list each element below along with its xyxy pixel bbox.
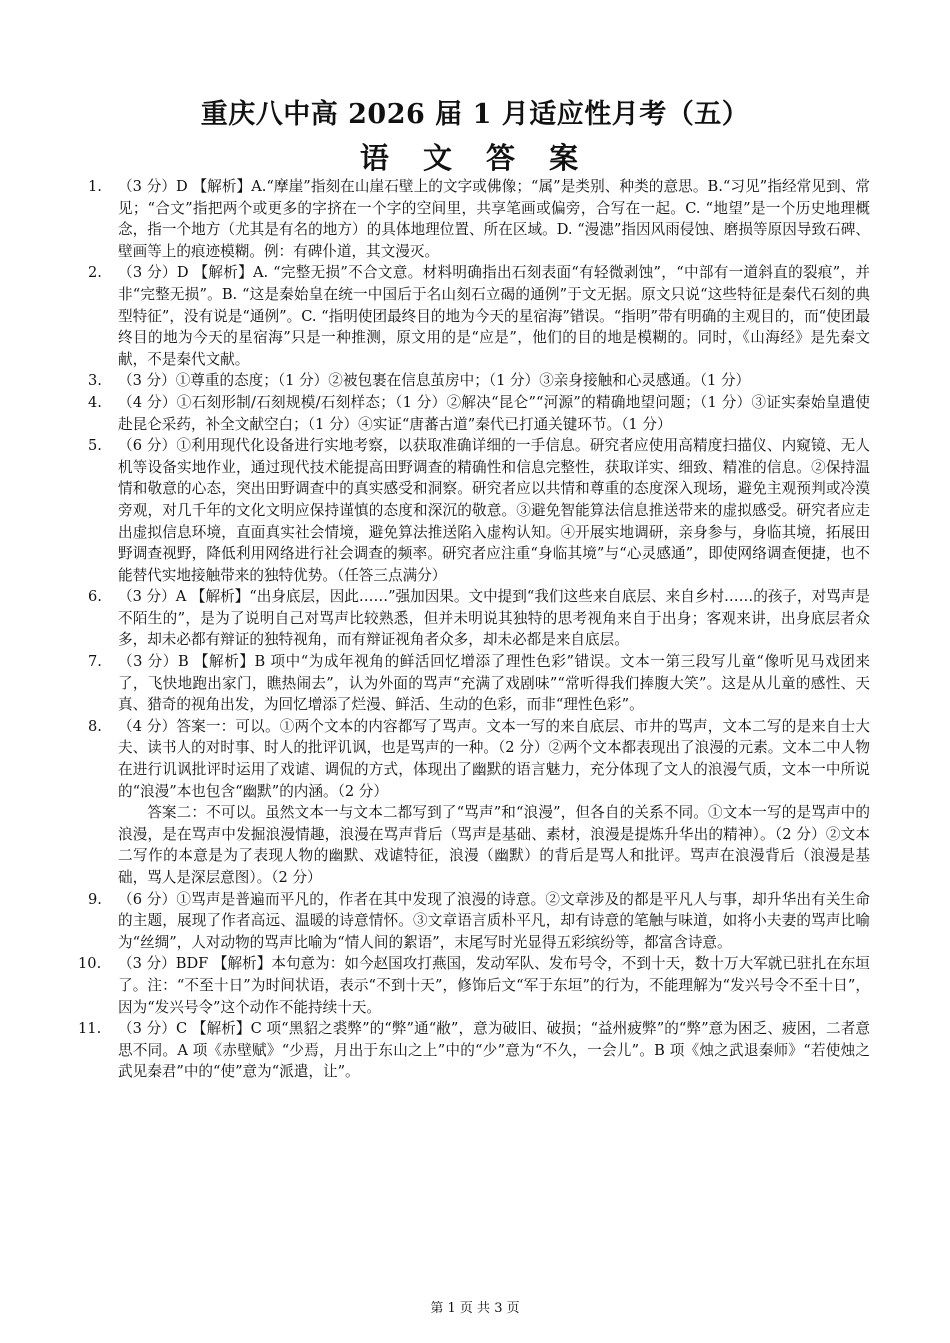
answer-text: （3 分）D 【解析】A.“摩崖”指刻在山崖石壁上的文字或佛像；“属”是类别、种类的意思。B.“习见”指经常见到、常见；“合文”指把两个或更多的字挤在一个字的空间里，共享笔画或偏旁，合写在一起。C. “地望”是一个历史地理概念，指一个地方（尤其是有名的地方）的具体地理位置、所在区域。D. “漫漶”指因风雨侵蚀、磨损等原因导致石碑、壁画等上的痕迹模糊。例：有碑仆道，其文漫灭。 — [118, 178, 870, 260]
answer-number: 11. — [78, 1020, 102, 1038]
page-title: 重庆八中高 2026 届 1 月适应性月考（五） — [200, 99, 750, 130]
page-subtitle: 语 文 答 案 — [359, 141, 591, 175]
answer-item-10 — [78, 953, 870, 1018]
answer-item-5 — [88, 435, 870, 586]
answer-item-9 — [88, 889, 870, 954]
answer-number: 3. — [88, 372, 102, 390]
answer-number: 2. — [88, 264, 102, 282]
answer-item-11 — [78, 1018, 870, 1083]
answer-text: （3 分）BDF 【解析】本句意为：如今赵国攻打燕国，发动军队、发布号令，不到十天，数十万大军就已驻扎在东垣了。注：“不至十日”为时间状语，表示“不到十天”，修饰后文“军于东垣”的行为，不能理解为“发兴号令不至十日”，因为“发兴号令”这个动作不能持续十天。 — [118, 955, 870, 1016]
answer-number: 9. — [88, 890, 102, 908]
answer-text: （3 分）D 【解析】A. “完整无损”不合文意。材料明确指出石刻表面“有轻微剥蚀”，“中部有一道斜直的裂痕”，并非“完整无损”。B. “这是秦始皇在统一中国后于名山刻石立碣的通例”于文无据。原文只说“这些特征是秦代石刻的典型特征”，没有说是“通例”。C. “指明使团最终目的地为今天的星宿海”错误。“指明”带有明确的主观目的，而“使团最终目的地为今天的星宿海”只是一种推测，原文用的是“应是”，他们的目的地是模糊的。同时，《山海经》是先秦文献，不是秦代文献。 — [118, 264, 870, 368]
answer-number: 1. — [88, 178, 102, 195]
answer-number: 6. — [88, 588, 102, 606]
answer-item-3 — [88, 370, 870, 392]
answer-item-6 — [88, 586, 870, 651]
answer-text: （4 分）答案一：可以。①两个文本的内容都写了骂声。文本一写的来自底层、市井的骂声，文本二写的是来自士大夫、读书人的对时事、时人的批评讥讽，也是骂声的一种。（2 分）②两个文本都表现出了浪漫的元素。文本二中人物在进行讥讽批评时运用了戏谑、调侃的方式，体现出了幽默的语言魅力，充分体现了文人的浪漫气质，文本一中所说的“浪漫”本也包含“幽默”的内涵。（2 分） — [118, 717, 870, 800]
answer-text: （3 分）B 【解析】B 项中“为成年视角的鲜活回忆增添了理性色彩”错误。文本一第三段写儿童“像听见马戏团来了，飞快地跑出家门，瞧热闹去”，认为外面的骂声“充满了戏剧味”“常听得我们捧腹大笑”。这是从儿童的感性、天真、猎奇的视角出发，为回忆增添了烂漫、鲜活、生动的色彩，而非“理性色彩”。 — [118, 653, 870, 714]
answer-text: （6 分）①利用现代化设备进行实地考察，以获取准确详细的一手信息。研究者应使用高精度扫描仪、内窥镜、无人机等设备实地作业，通过现代技术能提高田野调查的精确性和信息完整性，获取详实、细致、精准的信息。②保持温情和敬意的心态，突出田野调查中的真实感受和洞察。研究者应以共情和尊重的态度深入现场，避免主观预判或冷漠旁观，对几千年的文化文明应保持谨慎的态度和深沉的敬意。③避免智能算法信息推送带来的虚拟感受。研究者应走出虚拟信息环境，直面真实社会情境，避免算法推送陷入虚构认知。④开展实地调研，亲身参与，身临其境，拓展田野调查视野，降低利用网络进行社会调查的频率。研究者应注重“身临其境”与“心灵感通”，即使网络调查便捷，也不能替代实地接触带来的独特优势。（任答三点满分） — [118, 437, 870, 584]
answer-item-8 — [88, 716, 870, 889]
answer-number: 7. — [88, 653, 102, 671]
answer-text: （4 分）①石刻形制/石刻规模/石刻样态；（1 分）②解决“昆仑”“河源”的精确地望问题；（1 分）③证实秦始皇遣使赴昆仑采药，补全文献空白；（1 分）④实证“唐蕃古道”秦代已打通关键环节。（1 分） — [118, 393, 870, 433]
answer-number: 8. — [88, 717, 102, 735]
answer-list — [78, 176, 870, 1083]
answer-number: 4. — [88, 393, 102, 411]
page-footer: 第 1 页 共 3 页 — [430, 1301, 520, 1316]
answer-item-1 — [88, 176, 870, 262]
answer-item-4 — [88, 392, 870, 435]
answer-text: （3 分）C 【解析】C 项“黑貂之裘弊”的“弊”通“敝”，意为破旧、破损；“益州疲弊”的“弊”意为困乏、疲困，二者意思不同。A 项《赤壁赋》“少焉，月出于东山之上”中的“少”意为“不久，一会儿”。B 项《烛之武退秦师》“若使烛之武见秦君”中的“使”意为“派遣，让”。 — [118, 1020, 870, 1081]
answer-text-alternative: 答案二：不可以。虽然文本一与文本二都写到了“骂声”和“浪漫”，但各自的关系不同。①文本一写的是骂声中的浪漫，是在骂声中发掘浪漫情趣，浪漫在骂声背后（骂声是基础、素材，浪漫是提炼升华出的精神）。（2 分）②文本二写作的本意是为了表现人物的幽默、戏谑特征，浪漫（幽默）的背后是骂人和批评。骂声在浪漫背后（浪漫是基础，骂人是深层意图）。（2 分） — [118, 804, 870, 886]
answer-text: （6 分）①骂声是普遍而平凡的，作者在其中发现了浪漫的诗意。②文章涉及的都是平凡人与事，却升华出有关生命的主题，展现了作者高远、温暖的诗意情怀。③文章语言质朴平凡，却有诗意的笔触与味道，如将小夫妻的骂声比喻为“丝绸”，人对动物的骂声比喻为“情人间的絮语”，末尾写时光显得五彩缤纷等，都富含诗意。 — [118, 890, 870, 951]
answer-number: 5. — [88, 437, 102, 455]
answer-item-7 — [88, 651, 870, 716]
answer-text: （3 分）A 【解析】“出身底层，因此……”强加因果。文中提到“我们这些来自底层、来自乡村……的孩子，对骂声是不陌生的”，是为了说明自己对骂声比较熟悉，但并未明说其独特的思考视角来自于出身；客观来讲，出身底层者众多，却未必都有辩证的独特视角，而有辩证视角者众多，却未必都是来自底层。 — [118, 588, 870, 649]
answer-item-2 — [88, 262, 870, 370]
answer-number: 10. — [78, 955, 102, 973]
answer-text: （3 分）①尊重的态度；（1 分）②被包裹在信息茧房中；（1 分）③亲身接触和心灵感通。（1 分） — [118, 372, 751, 390]
